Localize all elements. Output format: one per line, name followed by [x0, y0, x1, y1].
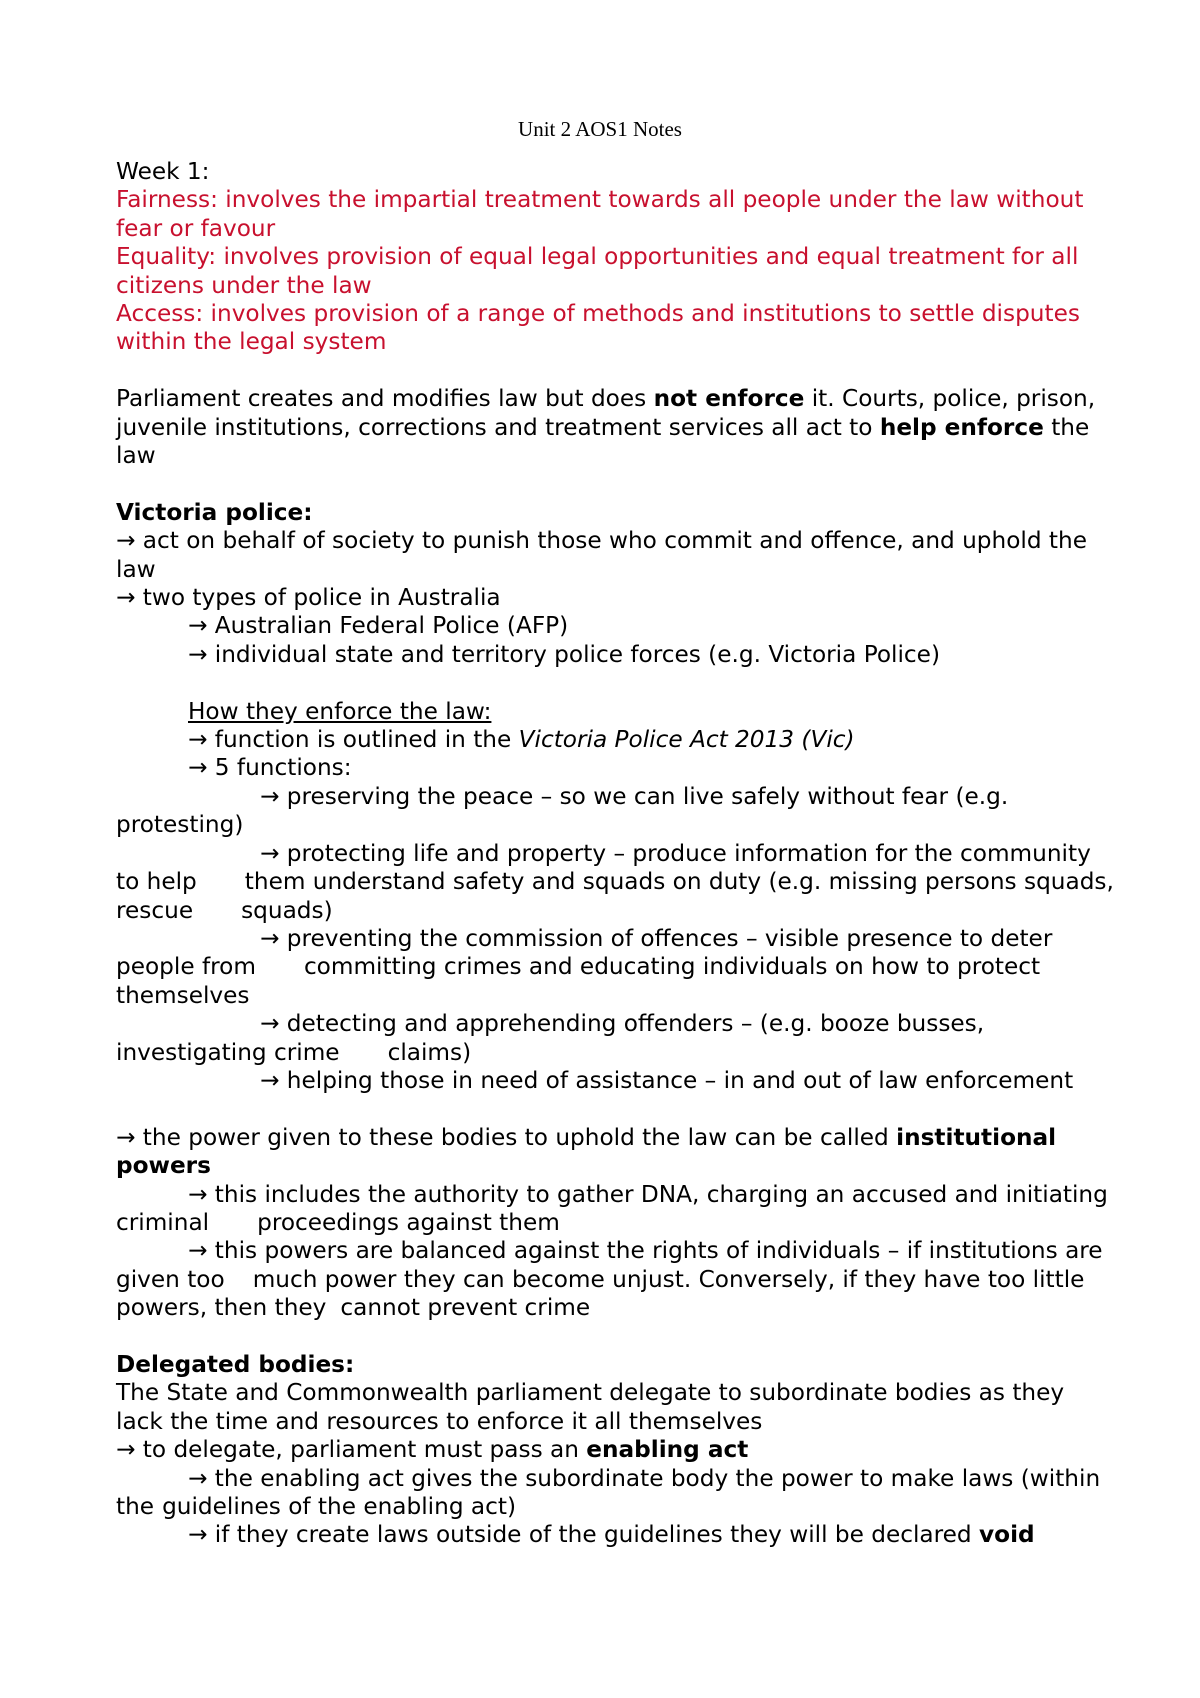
spacer [116, 357, 1116, 385]
sub-bullet-item: → this powers are balanced against the rights of individuals – if institutions are given too much power they can become unjust. Conversely, if they have too little powers, then they cannot prevent crime [116, 1237, 1103, 1322]
sub-bullet-item: → 5 functions: [188, 754, 352, 782]
spacer [116, 1323, 1116, 1351]
spacer [116, 1095, 1116, 1123]
function-item: → preventing the commission of offences – visible presence to deter people from committing crimes and educating individuals on how to protect themselves [116, 924, 1053, 1009]
function-item: → protecting life and property – produce information for the community to help them understand safety and squads on duty (e.g. missing persons squads, rescue squads) [116, 839, 1114, 924]
definition-equality: Equality: involves provision of equal legal opportunities and equal treatment for all citizens under the law [116, 243, 1079, 299]
sub-bullet-item: → this includes the authority to gather DNA, charging an accused and initiating criminal proceedings against them [116, 1180, 1108, 1236]
bullet-item: → two types of police in Australia [116, 584, 501, 612]
bullet-item: → the power given to these bodies to uphold the law can be called institutional powers [116, 1123, 1057, 1180]
section-heading-delegated-bodies: Delegated bodies: [116, 1350, 355, 1378]
function-item: → helping those in need of assistance – in and out of law enforcement [260, 1066, 1074, 1094]
section-heading-victoria-police: Victoria police: [116, 498, 313, 526]
sub-bullet-item: → Australian Federal Police (AFP) [188, 612, 569, 640]
sub-bullet-item: → individual state and territory police forces (e.g. Victoria Police) [188, 640, 940, 668]
definition-fairness: Fairness: involves the impartial treatment towards all people under the law without fear or favour [116, 186, 1084, 242]
bullet-item: → act on behalf of society to punish those who commit and offence, and uphold the law [116, 527, 1087, 583]
parliament-paragraph: Parliament creates and modifies law but does not enforce it. Courts, police, prison, juvenile institutions, corrections and treatment services all act to help enforce the law [116, 385, 1096, 470]
page-title: Unit 2 AOS1 Notes [518, 117, 682, 141]
week-label: Week 1: [116, 158, 210, 185]
spacer [116, 470, 1116, 498]
subheading-how-they-enforce: How they enforce the law: [188, 697, 492, 725]
notes-body [116, 158, 1116, 1550]
sub-bullet-item: → if they create laws outside of the guidelines they will be declared void [188, 1521, 1035, 1549]
sub-bullet-item: → function is outlined in the Victoria Police Act 2013 (Vic) [188, 726, 855, 754]
sub-bullet-item: → the enabling act gives the subordinate body the power to make laws (within the guidelines of the enabling act) [116, 1464, 1101, 1521]
bullet-item: → to delegate, parliament must pass an enabling act [116, 1436, 749, 1464]
function-item: → detecting and apprehending offenders – (e.g. booze busses, investigating crime claims) [116, 1010, 985, 1066]
definition-access: Access: involves provision of a range of methods and institutions to settle disputes within the legal system [116, 300, 1080, 356]
paragraph: The State and Commonwealth parliament delegate to subordinate bodies as they lack the time and resources to enforce it all themselves [116, 1379, 1065, 1435]
spacer [116, 669, 1116, 697]
function-item: → preserving the peace – so we can live safely without fear (e.g. protesting) [116, 782, 1009, 839]
